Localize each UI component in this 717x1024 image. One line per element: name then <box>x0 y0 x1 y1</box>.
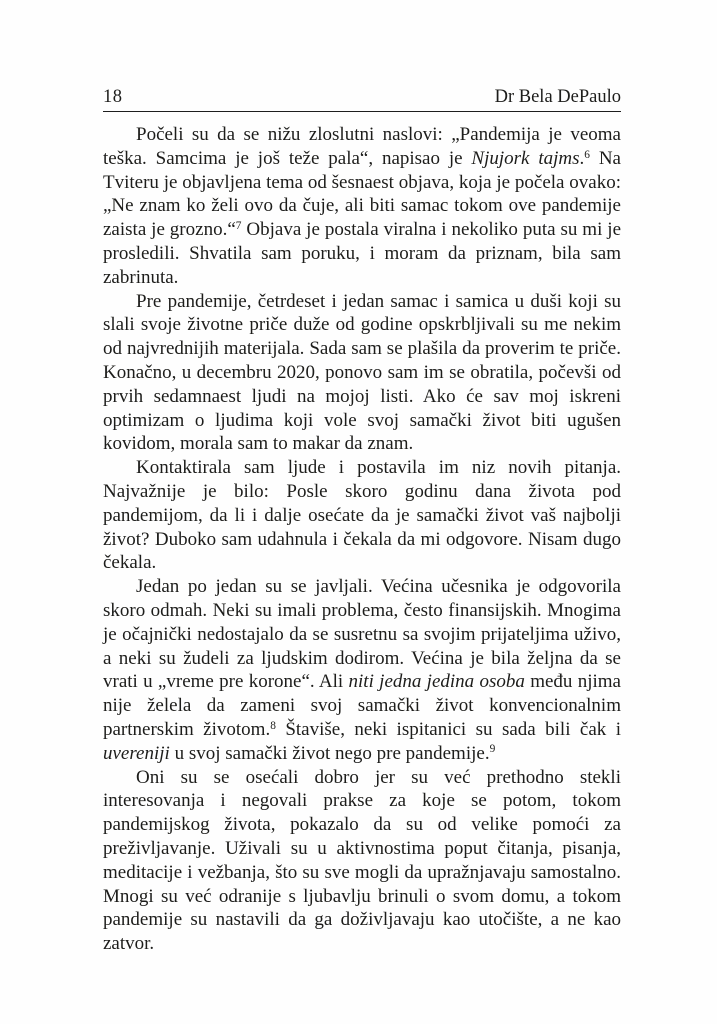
text-run: Oni su se osećali dobro jer su već prethodno stekli interesovanja i negovali prakse za koje se potom, tokom pandemijskog života, pokazalo da su od velike pomoći za preživljavanje. Uživali su u aktivnostima poput čitanja, pisanja, meditacije i vežbanja, što su sve mogli da upražnjavaju samostalno. Mnogi su već odranije s ljubavlju brinuli o svom domu, a tokom pandemije su nastavili da ga doživljavaju kao utočište, a ne kao zatvor. <box>103 766 621 955</box>
paragraph <box>103 123 621 290</box>
text-run: među njima nije želela da zameni svoj samački život konvencionalnim partnerskim životom. <box>103 671 621 740</box>
text-run: Objava je postala viralna i nekoliko puta su mi je prosledili. Shvatila sam poruku, i moram da priznam, bila sam zabrinuta. <box>103 219 622 288</box>
footnote-reference: 6 <box>584 148 590 161</box>
text-run: u svoj samački život nego pre pandemije. <box>169 742 490 764</box>
text-run: Jedan po jedan su se javljali. Većina učesnika je odgovorila skoro odmah. Neki su imali problema, često finansijskih. Mnogima je očajnički nedostajalo da se susretnu sa svojim prijateljima uživo, a neki su žudeli za ljudskim dodirom. Većina je bila željna da se vrati u „vreme pre korone“. Ali <box>103 576 621 693</box>
text-run: Počeli su da se nižu zloslutni naslovi: „Pandemija je veoma teška. Samcima je još teže pala“, napisao je <box>103 124 621 169</box>
emphasized-text: uvereniji <box>103 742 170 764</box>
paragraph <box>103 766 621 956</box>
footnote-reference: 8 <box>270 719 276 732</box>
text-run: Kontaktirala sam ljude i postavila im niz novih pitanja. Najvažnije je bilo: Posle skoro godinu dana života pod pandemijom, da li i dalje osećate da je samački život vaš najbolji život? Duboko sam udahnula i čekala da mi odgovore. Nisam dugo čekala. <box>103 457 621 574</box>
emphasized-text: Njujork tajms <box>471 147 580 169</box>
text-run: Na Tviteru je objavljena tema od šesnaest objava, koja je počela ovako: „Ne znam ko želi ovo da čuje, ali biti samac tokom ove pandemije zaista je grozno.“ <box>103 147 621 241</box>
text-run: Pre pandemije, četrdeset i jedan samac i samica u duši koji su slali svoje životne priče duže od godine opskrbljivali su me nekim od najvrednijih materijala. Sada sam se plašila da proverim te priče. Konačno, u decembru 2020, ponovo sam im se obratila, počevši od prvih sedamnaest ljudi na mojoj listi. Ako će sav moj iskreni optimizam o ljudima koji vole svoj samački život biti ugušen kovidom, morala sam to makar da znam. <box>103 290 621 455</box>
paragraph <box>103 456 621 575</box>
paragraph <box>103 575 621 765</box>
page-header <box>103 86 621 112</box>
footnote-reference: 9 <box>489 743 496 756</box>
text-run: Štaviše, neki ispitanici su sada bili čak i <box>275 718 621 740</box>
emphasized-text: niti jedna jedina osoba <box>348 671 525 693</box>
running-head-author: Dr Bela DePaulo <box>494 87 621 107</box>
paragraph <box>103 290 621 457</box>
footnote-reference: 7 <box>235 219 242 232</box>
page-number: 18 <box>103 87 123 107</box>
page-body <box>103 123 621 956</box>
text-run: . <box>579 147 585 169</box>
